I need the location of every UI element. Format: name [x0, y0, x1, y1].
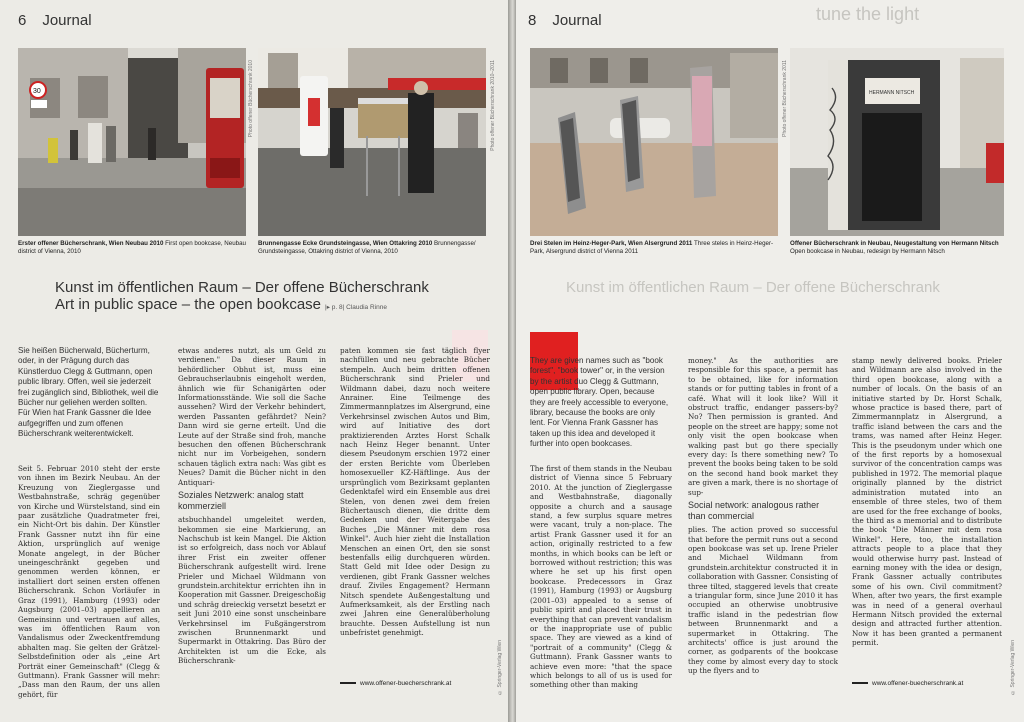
left-page [0, 0, 508, 722]
photo-nitsch-bookcase [790, 48, 1004, 236]
page-gutter [508, 0, 516, 722]
right-column-3: stamp newly delivered books. Prieler and Wildmann are also involved in the third open bookcase, along with a number of locals. On the basis of an initiative started by Dr. Horst Schalk, whose practice is based there, part of Zimmermannplatz in Alsergrund, a traffic island between the cars and the trams, was named after Heinz Heger. This is the pseudonym under which one of the first reports by a homosexual survivor of the concentration camps was published in 1972. The memorial plaque originally planned by the district administration mutated into an ensemble of three steles, two of them are used for the free exchange of books, the third as a memorial and to distribute the book "Die Männer mit dem rosa Winkel". Here, too, the installation attracts people to a place that they would otherwise hurry past. Instead of earning money with the idea or design, Frank Gassner actually contributes some of his own. Civil commitment? When, after two years, the first example was in need of a general overhaul Hermann Nitsch provided the external design and attracted further attention. Now it has been granted a permanent permit. [852, 356, 1002, 648]
nitsch-sign-text: HERMANN NITSCH [869, 90, 915, 96]
caption-photo3: Drei Stelen im Heinz-Heger-Park, Wien Alsergrund 2011 Three steles in Heinz-Heger-Park, Alsergrund district of Vienna 2011 [530, 240, 774, 255]
photo3-side-credit: Photo offener Bücherschrank 2011 [782, 60, 788, 137]
right-page-header [528, 12, 602, 29]
photo1-side-credit: Photo offener Bücherschrank 2010 [248, 60, 254, 138]
right-subheading: Social network: analogous rather than commercial [688, 500, 820, 521]
right-column-1: The first of them stands in the Neubau district of Vienna since 5 February 2010. At the junction of Zieglergasse and Westbahnstraße, diagonally opposite a church and a sausage stand, a few surplus square metres were vacant, truly a non-place. The artist Frank Gassner used it for an action, originally restricted to a few months, in which books can be left or borrowed without restriction; this was where he set up his first open bookcase. Predecessors in Graz (1991), Hamburg (1993) or Augsburg (2001–03) appealed to a sense of public spirit and placed their trust in everything that can prevent vandalism or the inappropriate use of public space. They are viewed as a kind of "portrait of a community" (Clegg & Guttmann). Frank Gassner wants to achieve even more: "that the space which belongs to all of us is used for something other than making [530, 464, 672, 690]
byline: |▸ p. 8| Claudia Rinne [325, 304, 387, 311]
article-title-english: Art in public space – the open bookcase |▸ p. 8| Claudia Rinne [55, 296, 387, 313]
left-column-2: etwas anderes nutzt, als um Geld zu verdienen." Da dieser Raum in behördlicher Obhut ist, muss eine Gebrauchserlaubnis eingeholt werden, ähnlich wie für Schanigärten oder Informationsstände. Wie soll die Sache aussehen? Wird der Verkehr behindert, werden Passanten gefährdet? Nein? Dann wird sie gerne erteilt. Und die Leute auf der Straße sind froh, manche besuchen den offenen Bücherschrank nicht nur im Vorbeigehen, sondern schauen täglich extra nach: Was gibt es Neues? Damit die Bücher nicht in den Antiquari- Soziales Netzwerk: analog statt kommerziell atsbuchhandel umgeleitet werden, bekommen sie eine Markierung, an Nachschub ist kein Mangel. Die Aktion ist so erfolgreich, dass noch vor Ablauf ihrer Frist ein zweiter offener Bücherschrank aufgestellt wird. Irene Prieler und Michael Wildmann von grundstein.architektur errichten ihn in Kooperation mit Gassner. Dreigeschoßig und schräg dreieckig versetzt besetzt er seit Juni 2010 eine sonst unscheinbare Verkehrsinsel im Fußgängerstrom zwischen Brunnenmarkt und Supermarkt in Ottakring. Das Büro der Architekten ist um die Ecke, als Bücherschrank- [178, 346, 326, 666]
left-copyright: © Springer-Verlag Wien [497, 640, 503, 695]
left-page-number: 6 [18, 12, 27, 29]
right-column-2: money." As the authorities are responsible for this space, a permit has to be obtained, like for information stands or for putting tables in front of a café. What will it look like? Will it obstruct traffic, endanger passers-by? No? Then permission is granted. And people on the street are happy; some not only visit the open bookcase when walking past but go there specially every day: Is there something new? To prevent the books being taken to be sold on the second hand book market they are given a mark, there is no shortage of sup- Social network: analogous rather than commercial plies. The action proved so successful that before the permit runs out a second open bookcase was set up. Irene Prieler and Michael Wildmann from grundstein.architektur constructed it in collaboration with Gassner. Consisting of three tilted, staggered levels that create a triangular form, since June 2010 it has occupied an otherwise unobtrusive traffic island in the pedestrian flow between Brunnenmarkt and a supermarket in Ottakring. The architects' office is just around the corner, as godparents of the bookcase they come by almost every day to stock up the flyers and to [688, 356, 838, 676]
photo-brunnengasse-bookcase [258, 48, 486, 236]
left-page-header [18, 12, 92, 29]
photo2-side-credit: Photo offener Bücherschrank 2010–2011 [490, 60, 496, 151]
caption-photo4: Offener Bücherschrank in Neubau, Neugestaltung von Hermann Nitsch Open bookcase in Neubau, redesign by Hermann Nitsch [790, 240, 999, 255]
left-website-link[interactable]: www.offener-buecherschrank.at [340, 680, 451, 687]
show-through-header: tune the light [816, 4, 920, 24]
left-column-3: paten kommen sie fast täglich flyer nachfüllen und neu gebrachte Bücher stempeln. Auch beim dritten offenen Bücherschrank sind Prieler und Wildmann dabei, dazu noch weitere Anrainer. Eine Teilmenge des Zimmermannplatzes im Alsergrund, eine Verkehrsinsel zwischen Autos und Bim, wird auf Initiative des dort praktizierenden Arztes Horst Schalk nach Heinz Heger benannt. Unter diesem Pseudonym erschien 1972 einer der ersten Berichte vom Überleben homosexueller KZ-Häftlinge. Aus der ursprünglich vom Bezirksamt geplanten Gedenktafel wird ein Ensemble aus drei Stelen, von denen zwei dem freien Büchertausch dienen, die dritte dem Gedenken und der Weitergabe des Buches „Die Männer mit dem rosa Winkel". Auch hier zieht die Installation Menschen an einen Ort, den sie sonst bestenfalls eilig durchqueren würden. Statt Geld mit Idee oder Design zu verdienen, gibt Frank Gassner welches drauf. Ziviles Engagement? Hermann Nitsch spendete Außengestaltung und Aufmerksamkeit, als der Erstling nach zwei Jahren eine Generalüberholung brauchte. Dessen Aufstellung ist nun unbefristet genehmigt. [340, 346, 490, 638]
right-page-number: 8 [528, 12, 537, 29]
photo-first-bookcase [18, 48, 246, 236]
right-lead-paragraph: They are given names such as "book forest", "book tower" or, in the version by the artist duo Clegg & Guttmann, open public library. Open, because they are freely accessible to everyone, library, because the books are only lent. For Vienna Frank Gassner has taken up this idea and developed it further into open bookcases. [530, 356, 669, 449]
show-through-title: Kunst im öffentlichen Raum – Der offene Bücherschrank [566, 279, 940, 296]
right-copyright: © Springer-Verlag Wien [1010, 640, 1016, 695]
caption-photo1: Erster offener Bücherschrank, Wien Neubau 2010 First open bookcase, Neubau district of Vienna, 2010 [18, 240, 246, 255]
left-subheading: Soziales Netzwerk: analog statt kommerziell [178, 490, 304, 511]
left-lead-paragraph: Sie heißen Bücherwald, Bücherturm, oder, in der Prägung durch das Künstlerduo Clegg & Guttmann, open public library. Offen, weil sie jederzeit frei zugänglich sind, Bibliothek, weil die Bücher nur geliehen werden sollten. Für Wien hat Frank Gassner die Idee aufgegriffen und zum offenen Bücherschrank weiterentwickelt. [18, 346, 159, 439]
article-title-german: Kunst im öffentlichen Raum – Der offene Bücherschrank [55, 279, 429, 296]
photo-three-steles [530, 48, 778, 236]
left-journal-label: Journal [42, 12, 92, 29]
left-column-1: Seit 5. Februar 2010 steht der erste von ihnen im Bezirk Neubau. An der Kreuzung von Zieglergasse und Westbahnstraße, schräg gegenüber von Kirche und Würstelstand, sind ein paar zusätzliche Quadratmeter frei, ein Nicht-Ort bis dahin. Der Künstler Frank Gassner nutzt ihn für eine Aktion, ursprünglich auf wenige Monate angelegt, in der Bücher uneingeschränkt gegeben und genommen werden können, er installiert dort seinen ersten offenen Bücherschrank. Schon Vorläufer in Graz (1991), Hamburg (1993) oder Augsburg (2001–03) appellieren an Gemeinsinn und vertrauen auf alles, was im öffentlichen Raum von Vandalismus oder Zweckentfremdung abhalten mag. Sie gelten der Grätzel-Selbstdefinition oder als „eine Art Porträt einer Gemeinschaft" (Clegg & Guttmann). Frank Gassner will mehr: „Dass man den Raum, der uns allen gehört, für [18, 464, 160, 699]
right-journal-label: Journal [552, 12, 602, 29]
right-website-link[interactable]: www.offener-buecherschrank.at [852, 680, 963, 687]
right-page [516, 0, 1024, 722]
caption-photo2: Brunnengasse Ecke Grundsteingasse, Wien Ottakring 2010 Brunnengasse/ Grundsteingasse, Ottakring district of Vienna, 2010 [258, 240, 476, 255]
svg-text:30: 30 [33, 88, 41, 95]
